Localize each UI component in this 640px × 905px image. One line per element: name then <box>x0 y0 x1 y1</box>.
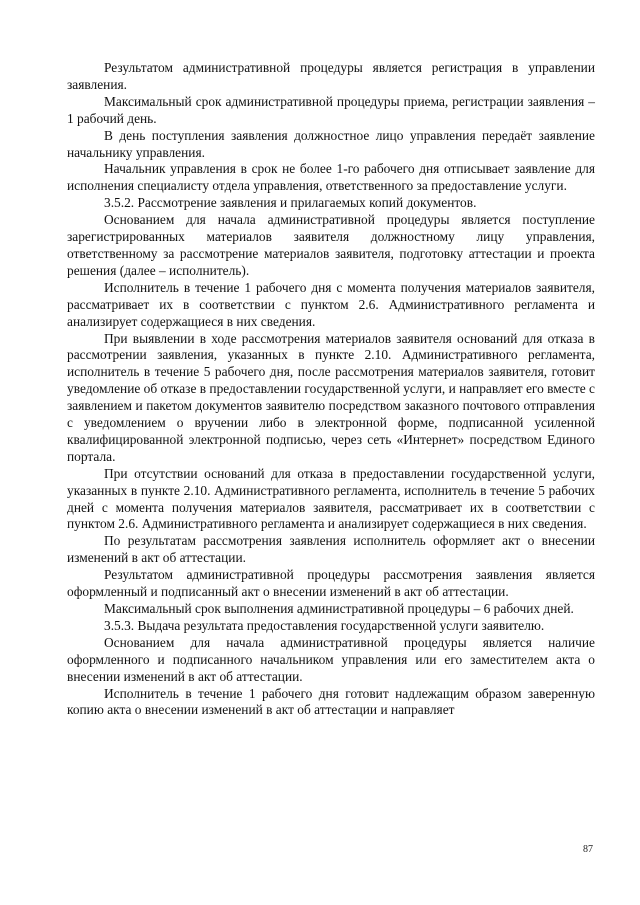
paragraph: Основанием для начала административной процедуры является поступление зарегистрированных материалов заявителя должностному лицу управления, ответственному за рассмотрение материалов заявителя, подготовку аттестации и проекта решения (далее – исполнитель). <box>67 212 595 278</box>
paragraph: Результатом административной процедуры является регистрация в управлении заявления. <box>67 60 595 92</box>
paragraph: Основанием для начала административной процедуры является наличие оформленного и подписанного начальником управления или его заместителем акта о внесении изменений в акт об аттестации. <box>67 634 595 684</box>
section-heading: 3.5.2. Рассмотрение заявления и прилагаемых копий документов. <box>104 195 477 211</box>
paragraph: По результатам рассмотрения заявления исполнитель оформляет акт о внесении изменений в акт об аттестации. <box>67 533 595 566</box>
document-body <box>67 60 595 719</box>
paragraph: Результатом административной процедуры рассмотрения заявления является оформленный и подписанный акт о внесении изменений в акт об аттестации. <box>67 567 595 600</box>
paragraph: При отсутствии оснований для отказа в предоставлении государственной услуги, указанных в пункте 2.10. Административного регламента, исполнитель в течение 5 рабочих дней с момента получения материалов заявителя, рассматривает их в соответствии с пунктом 2.6. Административного регламента и анализирует содержащиеся в них сведения. <box>67 465 595 532</box>
paragraph: При выявлении в ходе рассмотрения материалов заявителя оснований для отказа в рассмотрении заявления, указанных в пункте 2.10. Административного регламента, исполнитель в течение 5 рабочего дня, после рассмотрения материалов заявителя, готовит уведомление об отказе в предоставлении государственной услуги, и направляет его вместе с заявлением и пакетом документов заявителю посредством заказного почтового отправления с уведомлением о вручении либо в электронной форме, подписанной усиленной квалифицированной электронной подписью, через сеть «Интернет» посредством Единого портала. <box>67 330 595 464</box>
section-heading: 3.5.3. Выдача результата предоставления государственной услуги заявителю. <box>104 617 545 633</box>
paragraph: Исполнитель в течение 1 рабочего дня готовит надлежащим образом заверенную копию акта о внесении изменений в акт об аттестации и направляет <box>67 685 595 718</box>
paragraph: Максимальный срок выполнения административной процедуры – 6 рабочих дней. <box>104 601 574 616</box>
page-number: 87 <box>583 844 593 855</box>
paragraph: Максимальный срок административной процедуры приема, регистрации заявления – 1 рабочий день. <box>67 93 595 126</box>
paragraph: Исполнитель в течение 1 рабочего дня с момента получения материалов заявителя, рассматривает их в соответствии с пунктом 2.6. Административного регламента и анализирует содержащиеся в них сведения. <box>67 279 595 329</box>
paragraph: Начальник управления в срок не более 1-го рабочего дня отписывает заявление для исполнения специалисту отдела управления, ответственного за предоставление услуги. <box>67 161 595 194</box>
paragraph: В день поступления заявления должностное лицо управления передаёт заявление начальнику управления. <box>67 127 595 160</box>
